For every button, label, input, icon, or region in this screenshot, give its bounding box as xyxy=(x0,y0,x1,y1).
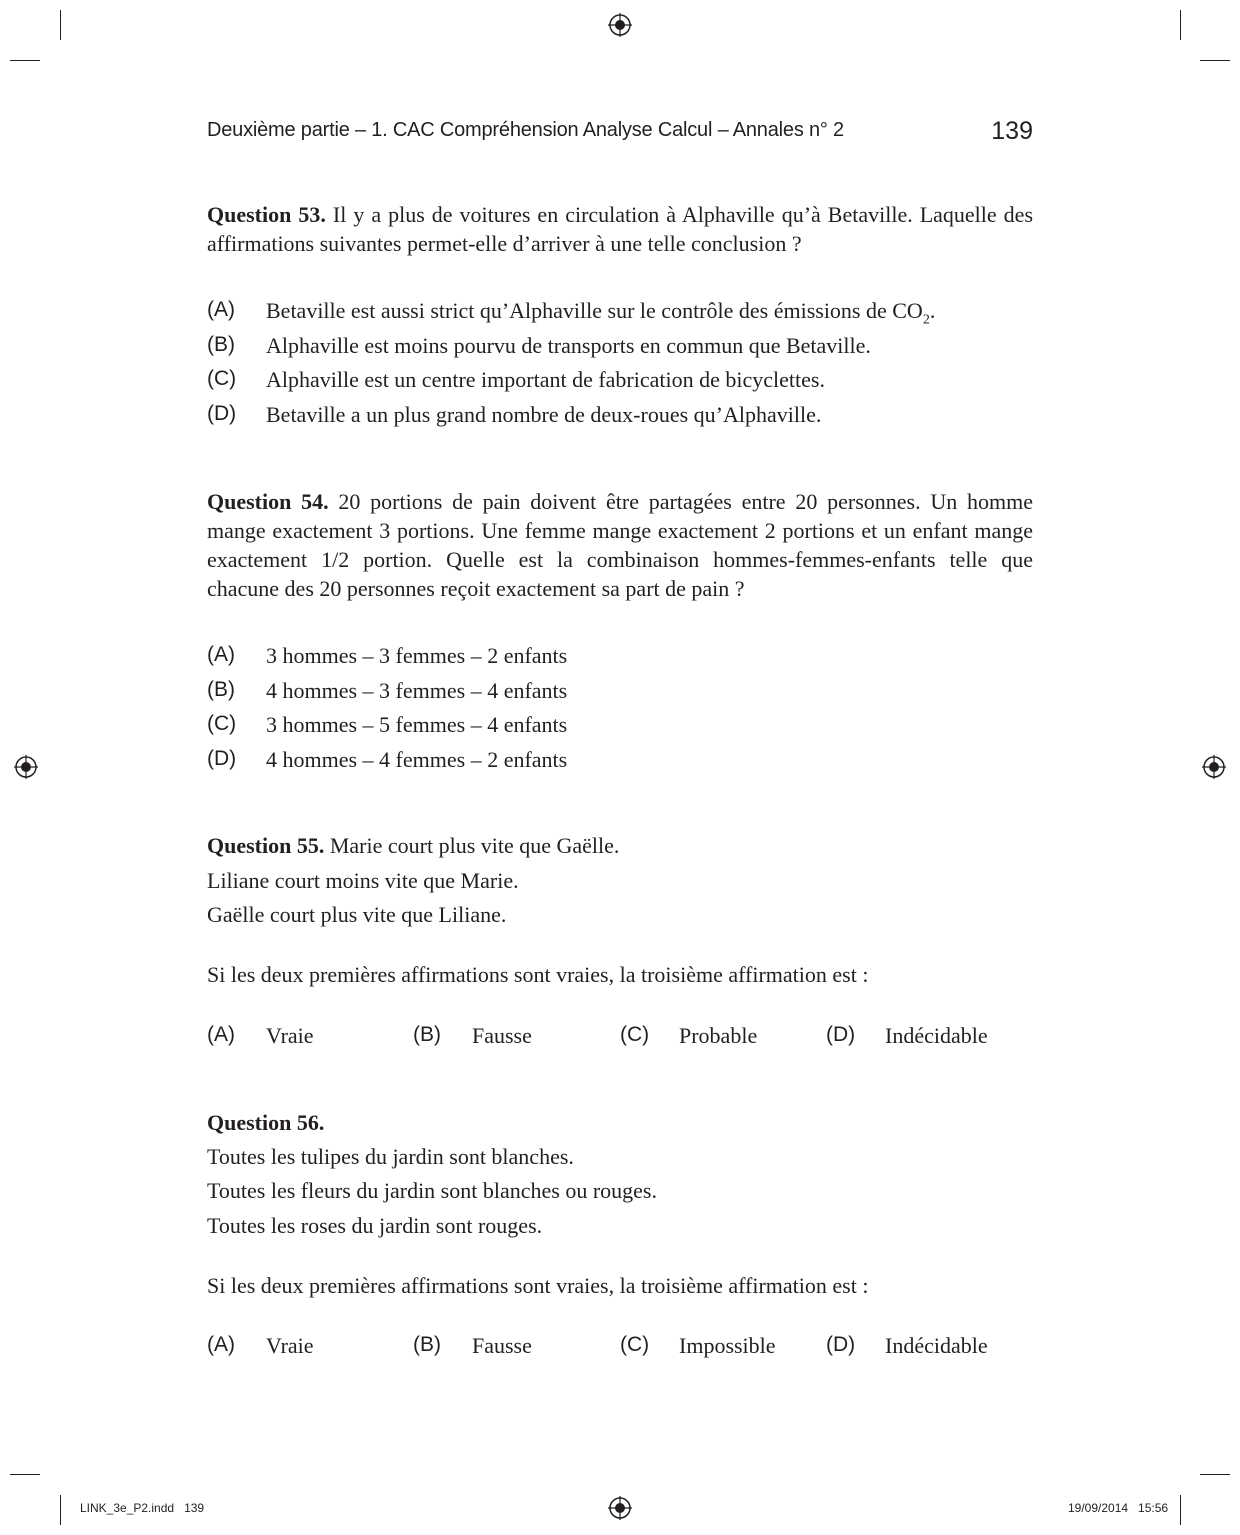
crop-mark-top-left-h xyxy=(10,60,40,61)
option-letter: (B) xyxy=(207,678,235,701)
option-text: Indécidable xyxy=(885,1023,988,1048)
question-54-text: 20 portions de pain doivent être partagées entre 20 personnes. Un homme mange exactement 3 portions. Une femme mange exactement 2 portions et un enfant mange exactement 1/2 portion. Quelle est la combinaison hommes-femmes-enfants telle que chacune des 20 personnes reçoit exactement sa part de pain ? xyxy=(207,489,1034,601)
option-letter: (C) xyxy=(207,367,237,390)
option-text: 4 hommes – 3 femmes – 4 enfants xyxy=(266,678,568,703)
option-letter: (B) xyxy=(413,1023,441,1046)
question-53-text: Il y a plus de voitures en circulation à Alphaville qu’à Betaville. Laquelle des affirmations suivantes permet-elle d’arriver à une telle conclusion ? xyxy=(207,202,1034,256)
option-text: Betaville est aussi strict qu’Alphaville sur le contrôle des émissions de $CO_2$. xyxy=(266,298,936,328)
option-text: Probable xyxy=(679,1023,758,1048)
question-54 xyxy=(207,487,1033,603)
option-text: Vraie xyxy=(266,1333,314,1358)
registration-mark-left-icon xyxy=(14,755,38,779)
option-text: Alphaville est un centre important de fabrication de bicyclettes. xyxy=(266,367,825,392)
option-text: Fausse xyxy=(472,1023,532,1048)
option-text: 3 hommes – 3 femmes – 2 enfants xyxy=(266,643,568,668)
option-letter: (C) xyxy=(620,1333,650,1356)
slug-file: LINK_3e_P2.indd 139 xyxy=(80,1501,205,1515)
question-55-line-1: Marie court plus vite que Gaëlle. xyxy=(329,833,620,858)
option-letter: (D) xyxy=(826,1023,856,1046)
option-text: 3 hommes – 5 femmes – 4 enfants xyxy=(266,712,568,737)
option-letter: (D) xyxy=(207,402,237,425)
option-text: Alphaville est moins pourvu de transports en commun que Betaville. xyxy=(266,333,871,358)
crop-mark-bottom-right-h xyxy=(1200,1474,1230,1475)
question-53-label: Question 53. xyxy=(207,202,326,227)
option-letter: (D) xyxy=(207,747,237,770)
question-55-line-3: Gaëlle court plus vite que Liliane. xyxy=(207,902,507,927)
question-56-line-3: Toutes les roses du jardin sont rouges. xyxy=(207,1213,543,1238)
question-55 xyxy=(207,833,619,859)
crop-mark-top-right-v xyxy=(1180,10,1181,40)
registration-mark-bottom-icon xyxy=(608,1496,632,1520)
crop-mark-top-right-h xyxy=(1200,60,1230,61)
option-letter: (C) xyxy=(207,712,237,735)
page-number: 139 xyxy=(991,117,1033,145)
slug-date: 19/09/2014 15:56 xyxy=(1068,1501,1169,1515)
option-letter: (B) xyxy=(207,333,235,356)
registration-mark-top-icon xyxy=(608,13,632,37)
crop-mark-bottom-left-v xyxy=(60,1495,61,1525)
option-text: Vraie xyxy=(266,1023,314,1048)
option-letter: (A) xyxy=(207,1333,235,1356)
header-title: Deuxième partie – 1. CAC Compréhension Analyse Calcul – Annales n° 2 xyxy=(207,119,844,141)
question-55-line-2: Liliane court moins vite que Marie. xyxy=(207,868,519,893)
option-text: Betaville a un plus grand nombre de deux-roues qu’Alphaville. xyxy=(266,402,822,427)
option-letter: (A) xyxy=(207,643,235,666)
option-letter: (C) xyxy=(620,1023,650,1046)
option-text: Impossible xyxy=(679,1333,776,1358)
question-53 xyxy=(207,200,1033,258)
option-letter: (A) xyxy=(207,1023,235,1046)
question-56 xyxy=(207,1110,324,1136)
crop-mark-bottom-right-v xyxy=(1180,1495,1181,1525)
option-text: Fausse xyxy=(472,1333,532,1358)
crop-mark-bottom-left-h xyxy=(10,1474,40,1475)
question-56-line-1: Toutes les tulipes du jardin sont blanches. xyxy=(207,1144,574,1169)
option-text: 4 hommes – 4 femmes – 2 enfants xyxy=(266,747,568,772)
question-56-prompt: Si les deux premières affirmations sont vraies, la troisième affirmation est : xyxy=(207,1273,869,1298)
question-55-label: Question 55. xyxy=(207,833,325,858)
option-letter: (B) xyxy=(413,1333,441,1356)
crop-mark-top-left-v xyxy=(60,10,61,40)
question-56-line-2: Toutes les fleurs du jardin sont blanches ou rouges. xyxy=(207,1178,657,1203)
option-letter: (A) xyxy=(207,298,235,321)
registration-mark-right-icon xyxy=(1202,755,1226,779)
question-55-prompt: Si les deux premières affirmations sont vraies, la troisième affirmation est : xyxy=(207,962,869,987)
running-header xyxy=(207,117,1033,147)
question-54-label: Question 54. xyxy=(207,489,329,514)
question-56-label: Question 56. xyxy=(207,1110,325,1135)
option-text: Indécidable xyxy=(885,1333,988,1358)
option-letter: (D) xyxy=(826,1333,856,1356)
